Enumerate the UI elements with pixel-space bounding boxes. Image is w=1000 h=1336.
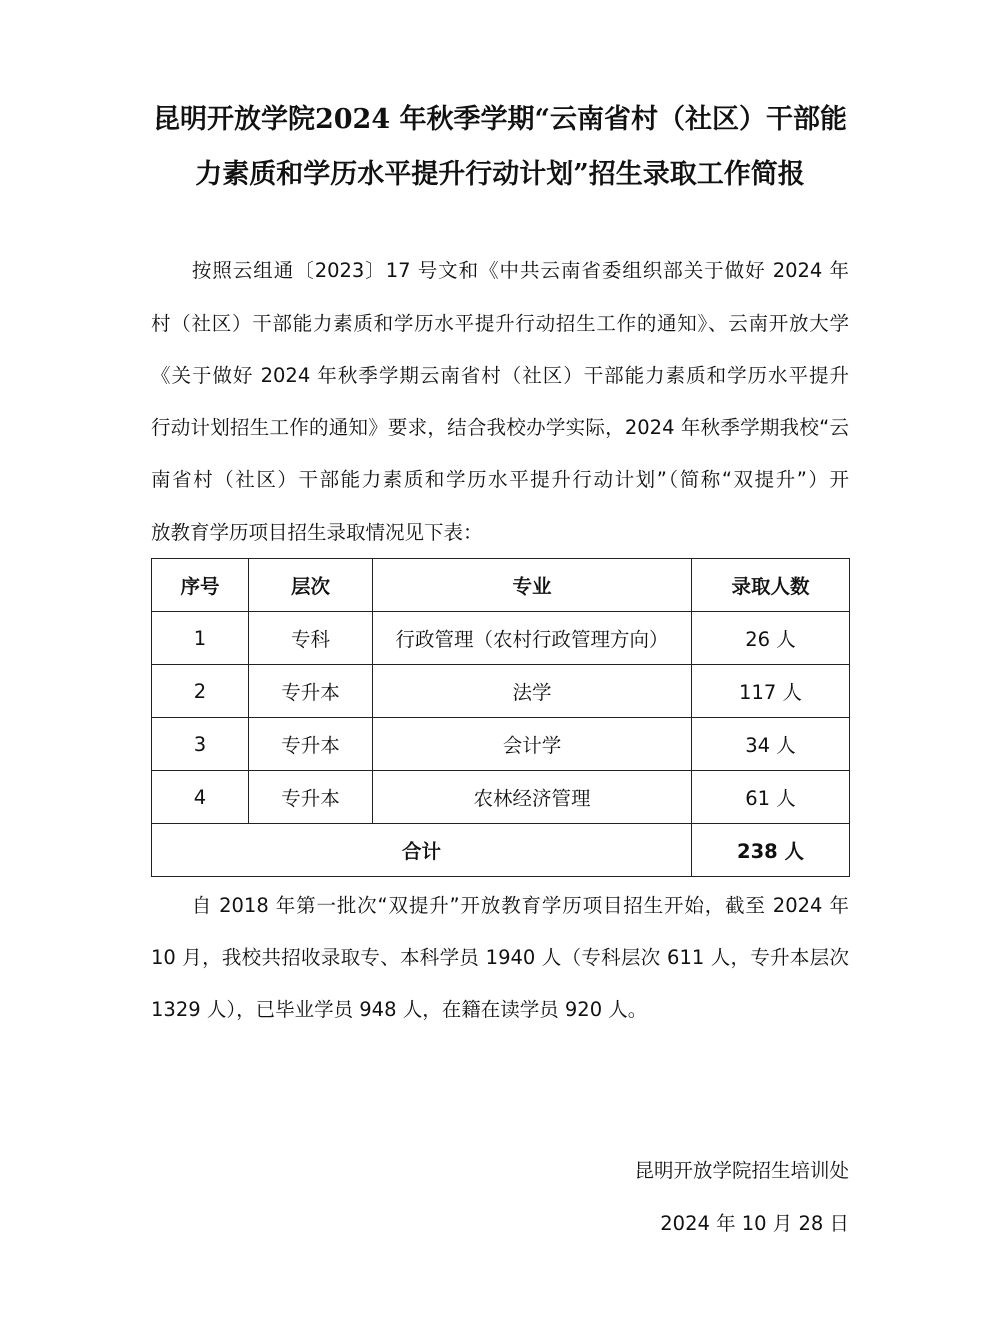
total-label: 合计 <box>152 824 692 877</box>
header-level: 层次 <box>249 559 373 612</box>
cell-admitted: 34 人 <box>692 718 850 771</box>
intro-line: 行动计划招生工作的通知》要求，结合我校办学实际，2024 年秋季学期我校“云 <box>151 416 849 439</box>
signature-date: 2024 年 10 月 28 日 <box>660 1212 849 1235</box>
cell-index: 2 <box>152 665 249 718</box>
header-major: 专业 <box>373 559 692 612</box>
intro-line: 村（社区）干部能力素质和学历水平提升行动招生工作的通知》、云南开放大学 <box>151 312 849 335</box>
cell-admitted: 117 人 <box>692 665 850 718</box>
cell-admitted: 61 人 <box>692 771 850 824</box>
cell-level: 专升本 <box>249 665 373 718</box>
enrollment-table <box>151 558 850 877</box>
intro-line: 放教育学历项目招生录取情况见下表： <box>151 521 483 544</box>
total-value: 238 人 <box>692 824 850 877</box>
signature-org: 昆明开放学院招生培训处 <box>634 1159 849 1182</box>
intro-line: 《关于做好 2024 年秋季学期云南省村（社区）干部能力素质和学历水平提升 <box>151 364 849 387</box>
intro-line: 南省村（社区）干部能力素质和学历水平提升行动计划”（简称“双提升”）开 <box>151 468 849 491</box>
document-title <box>150 92 850 202</box>
table-row <box>152 612 850 665</box>
cell-index: 3 <box>152 718 249 771</box>
header-admitted: 录取人数 <box>692 559 850 612</box>
cell-major: 行政管理（农村行政管理方向） <box>373 612 692 665</box>
cell-major: 法学 <box>373 665 692 718</box>
cell-index: 4 <box>152 771 249 824</box>
table-row <box>152 771 850 824</box>
cell-admitted: 26 人 <box>692 612 850 665</box>
cell-level: 专升本 <box>249 771 373 824</box>
cell-major: 农林经济管理 <box>373 771 692 824</box>
header-index: 序号 <box>152 559 249 612</box>
table-row <box>152 665 850 718</box>
summary-line: 10 月，我校共招收录取专、本科学员 1940 人（专科层次 611 人，专升本层次 <box>151 946 849 969</box>
table-total-row <box>152 824 850 877</box>
cell-level: 专科 <box>249 612 373 665</box>
cell-index: 1 <box>152 612 249 665</box>
table-row <box>152 718 850 771</box>
intro-line: 按照云组通〔2023〕17 号文和《中共云南省委组织部关于做好 2024 年 <box>151 259 849 282</box>
table-header-row <box>152 559 850 612</box>
summary-line: 自 2018 年第一批次“双提升”开放教育学历项目招生开始，截至 2024 年 <box>151 894 849 917</box>
title-line-2: 力素质和学历水平提升行动计划”招生录取工作简报 <box>195 159 805 190</box>
summary-line: 1329 人），已毕业学员 948 人，在籍在读学员 920 人。 <box>151 998 648 1021</box>
cell-major: 会计学 <box>373 718 692 771</box>
cell-level: 专升本 <box>249 718 373 771</box>
title-line-1: 昆明开放学院2024 年秋季学期“云南省村（社区）干部能 <box>152 104 848 135</box>
